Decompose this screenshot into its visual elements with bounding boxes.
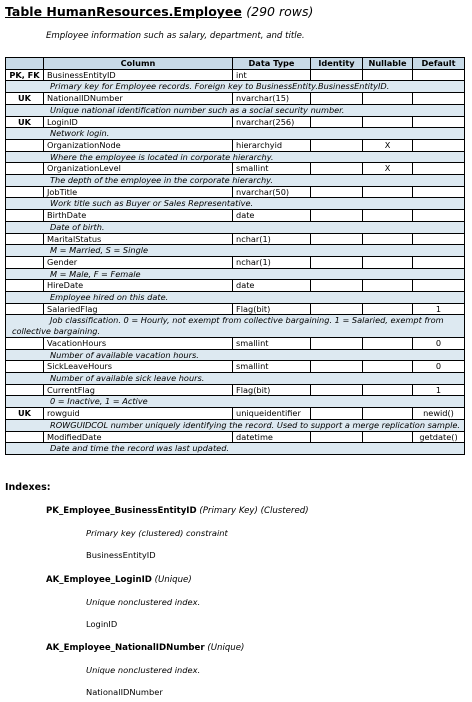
column-description-row: [6, 372, 465, 384]
column-row: [6, 431, 465, 443]
column-nullable: [363, 186, 413, 198]
column-nullable: X: [363, 163, 413, 175]
column-data-type: hierarchyid: [233, 139, 311, 151]
column-name: rowguid: [44, 408, 233, 420]
column-key: [6, 163, 44, 175]
column-nullable: [363, 233, 413, 245]
column-row: [6, 303, 465, 315]
column-default: newid(): [413, 408, 465, 420]
header-row: [6, 58, 465, 70]
column-description-row: [6, 81, 465, 93]
column-data-type: date: [233, 210, 311, 222]
index-name: PK_Employee_BusinessEntityID: [46, 506, 197, 516]
column-description-row: [6, 175, 465, 187]
column-description: Network login.: [6, 128, 465, 140]
column-name: HireDate: [44, 280, 233, 292]
column-name: Gender: [44, 256, 233, 268]
index-description: Primary key (clustered) constraint: [86, 528, 228, 538]
column-name: BirthDate: [44, 210, 233, 222]
column-description-row: [6, 315, 465, 337]
column-description: Date and time the record was last updated.: [6, 443, 465, 455]
table-name: Table HumanResources.Employee: [5, 4, 242, 19]
column-name: NationalIDNumber: [44, 93, 233, 105]
column-description-row: [6, 419, 465, 431]
column-data-type: datetime: [233, 431, 311, 443]
header-column: Column: [44, 58, 233, 70]
column-identity: [311, 303, 363, 315]
index-qualifiers: (Unique): [154, 575, 192, 585]
column-identity: [311, 361, 363, 373]
columns-body: [6, 69, 465, 454]
column-default: [413, 116, 465, 128]
column-key: UK: [6, 93, 44, 105]
column-name: MaritalStatus: [44, 233, 233, 245]
column-description: The depth of the employee in the corporate hierarchy.: [6, 175, 465, 187]
index-title: [46, 575, 192, 585]
header-default: Default: [413, 58, 465, 70]
column-default: [413, 233, 465, 245]
column-identity: [311, 139, 363, 151]
column-description-row: [6, 128, 465, 140]
column-description-row: [6, 198, 465, 210]
column-row: [6, 163, 465, 175]
column-description-row: [6, 268, 465, 280]
index-name: AK_Employee_NationalIDNumber: [46, 643, 205, 653]
column-row: [6, 69, 465, 81]
column-description: M = Male, F = Female: [6, 268, 465, 280]
column-description: Number of available vacation hours.: [6, 349, 465, 361]
column-data-type: nchar(1): [233, 233, 311, 245]
column-default: [413, 210, 465, 222]
column-default: [413, 280, 465, 292]
column-row: [6, 93, 465, 105]
column-description: ROWGUIDCOL number uniquely identifying the record. Used to support a merge replication sample.: [6, 419, 465, 431]
column-default: [413, 256, 465, 268]
column-data-type: smallint: [233, 361, 311, 373]
column-name: OrganizationNode: [44, 139, 233, 151]
index-column: BusinessEntityID: [86, 550, 156, 560]
column-identity: [311, 431, 363, 443]
column-key: [6, 280, 44, 292]
column-identity: [311, 163, 363, 175]
column-identity: [311, 116, 363, 128]
indexes-heading: Indexes:: [5, 482, 51, 493]
column-row: [6, 384, 465, 396]
column-key: [6, 139, 44, 151]
header-identity: Identity: [311, 58, 363, 70]
column-data-type: nvarchar(15): [233, 93, 311, 105]
column-description: Where the employee is located in corporate hierarchy.: [6, 151, 465, 163]
table-title: [5, 4, 313, 19]
row-count: (290 rows): [246, 4, 314, 19]
column-identity: [311, 93, 363, 105]
column-identity: [311, 384, 363, 396]
index-description: Unique nonclustered index.: [86, 665, 201, 675]
column-data-type: smallint: [233, 163, 311, 175]
column-default: 1: [413, 303, 465, 315]
column-nullable: [363, 431, 413, 443]
header-nullable: Nullable: [363, 58, 413, 70]
header-data-type: Data Type: [233, 58, 311, 70]
column-default: [413, 93, 465, 105]
column-data-type: int: [233, 69, 311, 81]
column-identity: [311, 408, 363, 420]
index-name: AK_Employee_LoginID: [46, 575, 152, 585]
column-key: PK, FK: [6, 69, 44, 81]
column-description: Number of available sick leave hours.: [6, 372, 465, 384]
column-description-row: [6, 443, 465, 455]
column-data-type: nchar(1): [233, 256, 311, 268]
column-name: OrganizationLevel: [44, 163, 233, 175]
column-data-type: date: [233, 280, 311, 292]
column-description-row: [6, 349, 465, 361]
column-nullable: [363, 337, 413, 349]
column-default: [413, 163, 465, 175]
column-data-type: nvarchar(256): [233, 116, 311, 128]
column-identity: [311, 256, 363, 268]
column-key: UK: [6, 116, 44, 128]
columns-table: [5, 57, 465, 455]
column-key: [6, 233, 44, 245]
column-name: LoginID: [44, 116, 233, 128]
header-key: [6, 58, 44, 70]
column-nullable: [363, 361, 413, 373]
column-row: [6, 116, 465, 128]
column-identity: [311, 233, 363, 245]
column-nullable: [363, 116, 413, 128]
column-nullable: [363, 210, 413, 222]
column-identity: [311, 337, 363, 349]
column-key: [6, 256, 44, 268]
column-description: Job classification. 0 = Hourly, not exempt from collective bargaining. 1 = Salaried, exempt from collective bargaining.: [6, 315, 465, 337]
column-description: Unique national identification number such as a social security number.: [6, 104, 465, 116]
column-identity: [311, 280, 363, 292]
index-title: [46, 506, 309, 516]
index-qualifiers: (Primary Key) (Clustered): [199, 506, 309, 516]
column-nullable: [363, 303, 413, 315]
column-key: [6, 337, 44, 349]
column-default: [413, 139, 465, 151]
column-default: getdate(): [413, 431, 465, 443]
column-description-row: [6, 396, 465, 408]
column-description-row: [6, 221, 465, 233]
column-key: [6, 210, 44, 222]
column-row: [6, 280, 465, 292]
column-description: 0 = Inactive, 1 = Active: [6, 396, 465, 408]
column-description-row: [6, 292, 465, 304]
column-row: [6, 337, 465, 349]
column-description: Date of birth.: [6, 221, 465, 233]
column-key: [6, 361, 44, 373]
column-data-type: nvarchar(50): [233, 186, 311, 198]
column-nullable: [363, 69, 413, 81]
column-name: VacationHours: [44, 337, 233, 349]
column-name: CurrentFlag: [44, 384, 233, 396]
column-row: [6, 256, 465, 268]
column-data-type: uniqueidentifier: [233, 408, 311, 420]
column-nullable: X: [363, 139, 413, 151]
column-name: ModifiedDate: [44, 431, 233, 443]
column-key: [6, 186, 44, 198]
column-nullable: [363, 93, 413, 105]
column-row: [6, 139, 465, 151]
index-title: [46, 643, 244, 653]
column-default: [413, 69, 465, 81]
column-key: [6, 431, 44, 443]
column-description-row: [6, 151, 465, 163]
index-description: Unique nonclustered index.: [86, 597, 201, 607]
column-description: Work title such as Buyer or Sales Representative.: [6, 198, 465, 210]
column-row: [6, 408, 465, 420]
column-nullable: [363, 384, 413, 396]
column-identity: [311, 186, 363, 198]
column-description: Employee hired on this date.: [6, 292, 465, 304]
column-name: BusinessEntityID: [44, 69, 233, 81]
column-default: [413, 186, 465, 198]
column-default: 0: [413, 337, 465, 349]
column-description-row: [6, 104, 465, 116]
column-data-type: smallint: [233, 337, 311, 349]
column-name: SickLeaveHours: [44, 361, 233, 373]
table-description: Employee information such as salary, department, and title.: [46, 31, 305, 41]
column-identity: [311, 210, 363, 222]
column-name: JobTitle: [44, 186, 233, 198]
column-default: 1: [413, 384, 465, 396]
column-description: M = Married, S = Single: [6, 245, 465, 257]
column-row: [6, 186, 465, 198]
column-row: [6, 210, 465, 222]
column-name: SalariedFlag: [44, 303, 233, 315]
column-nullable: [363, 256, 413, 268]
column-default: 0: [413, 361, 465, 373]
column-row: [6, 361, 465, 373]
column-key: [6, 384, 44, 396]
index-qualifiers: (Unique): [207, 643, 245, 653]
column-key: [6, 303, 44, 315]
index-column: NationalIDNumber: [86, 687, 163, 697]
column-description: Primary key for Employee records. Foreign key to BusinessEntity.BusinessEntityID.: [6, 81, 465, 93]
column-identity: [311, 69, 363, 81]
column-data-type: Flag(bit): [233, 384, 311, 396]
column-row: [6, 233, 465, 245]
column-nullable: [363, 280, 413, 292]
column-description-row: [6, 245, 465, 257]
column-data-type: Flag(bit): [233, 303, 311, 315]
column-key: UK: [6, 408, 44, 420]
column-nullable: [363, 408, 413, 420]
index-column: LoginID: [86, 619, 118, 629]
